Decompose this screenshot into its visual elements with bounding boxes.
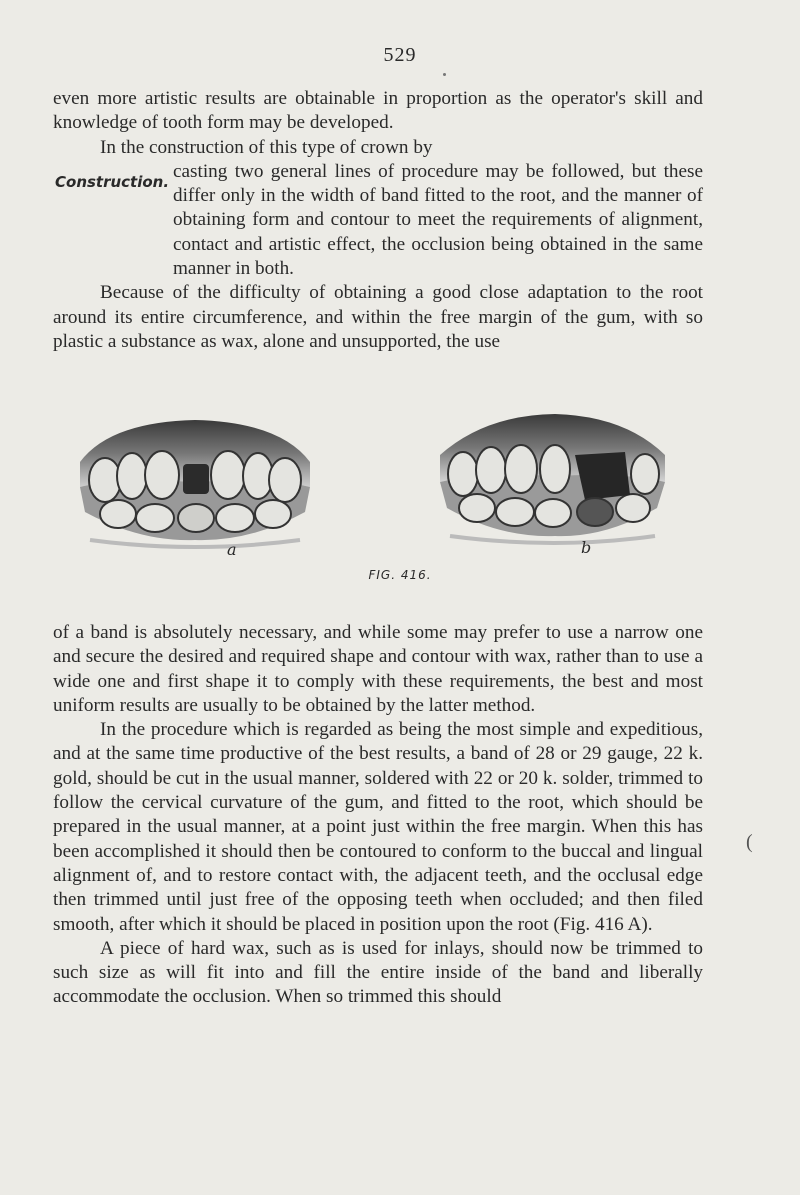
paragraph-6: A piece of hard wax, such as is used for inlays, should now be trimmed to such size as will fit into and fill the entire inside of the band and liberally accommodate the occlusion. When so trimmed this should (53, 937, 703, 1008)
margin-mark: ( (746, 831, 753, 853)
figure-caption: FIG. 416. (368, 568, 432, 582)
paragraph-3: Because of the difficulty of obtaining a good close adaptation to the root around its entire circumference, and within the free margin of the gum, with so plastic a substance as wax, alone and unsupported, the use (53, 282, 703, 352)
sidenote-construction: Construction. (55, 173, 170, 191)
dental-model-b-image (425, 400, 675, 550)
paragraph-5: In the procedure which is regarded as being the most simple and expeditious, and at the same time productive of the best results, a band of 28 or 29 gauge, 22 k. gold, should be cut in the usual manner, soldered with 22 or 20 k. solder, trimmed to follow the cervical curvature of the gum, and fitted to the root, which should be prepared in the usual manner, at a point just within the free margin. When this has been accomplished it should then be contoured to conform to the buccal and lingual alignment of, and to restore contact with, the adjacent teeth, and the occlusal edge then trimmed until just free of the opposing teeth when occluded; and then filed smooth, after which it should be placed in position upon the root (Fig. 416 A). (53, 719, 703, 935)
paragraph-4: of a band is absolutely necessary, and while some may prefer to use a narrow one and secure the desired and required shape and contour with wax, rather than to use a wide one and first shape it to comply with these requirements, the best and most uniform results are usually to be obtained by the latter method. (53, 622, 703, 716)
page-number: 529 (383, 44, 417, 66)
paragraph-2-hanging-text: casting two general lines of procedure may be followed, but these differ only in the width of band fitted to the root, and the manner of obtaining form and contour to meet the requirements of alignment, contact and artistic effect, the occlusion being obtained in the same manner in both. (173, 160, 703, 280)
figure-label-b: b (581, 538, 592, 557)
paragraph-1: even more artistic results are obtainable in proportion as the operator's skill and knowledge of tooth form may be developed. (53, 88, 703, 134)
paragraph-2-first-line: In the construction of this type of crown by (100, 136, 433, 158)
print-speck (443, 73, 446, 76)
figure-label-a: a (227, 540, 237, 559)
text-block-top (53, 87, 703, 354)
dental-model-a-image (70, 402, 320, 552)
paragraph-2-continued (53, 160, 703, 281)
text-block-bottom (53, 621, 703, 1010)
